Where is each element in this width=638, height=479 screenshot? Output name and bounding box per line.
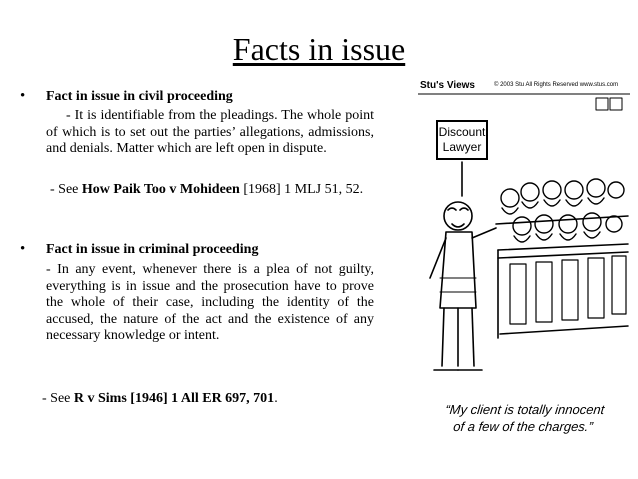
caption-line-1: “My client is totally innocent <box>444 402 606 417</box>
slide-title: Facts in issue <box>232 31 406 67</box>
cartoon-caption <box>416 401 632 435</box>
civil-ref-prefix: - See <box>50 182 82 197</box>
criminal-ref-prefix: - See <box>42 391 74 406</box>
criminal-heading: Fact in issue in criminal proceeding <box>46 242 259 257</box>
lawyer-cartoon <box>418 78 630 454</box>
sign-line-2: Lawyer <box>442 140 482 154</box>
caption-line-2: of a few of the charges.” <box>452 419 594 434</box>
criminal-reference <box>42 391 382 408</box>
criminal-ref-suffix: . <box>274 391 278 406</box>
cartoon-title: Stu's Views <box>420 80 475 91</box>
civil-heading: Fact in issue in civil proceeding <box>46 89 233 104</box>
criminal-body: - In any event, whenever there is a plea of not guilty, everything is in issue and the prosecution have to prove the whole of their case, including the identity of the accused, the nature of the act and the existence of any necessary knowledge or intent. <box>46 262 374 343</box>
discount-lawyer-sign <box>436 120 488 160</box>
civil-ref-case: How Paik Too v Mohideen <box>81 182 240 197</box>
cartoon-copyright: © 2003 Stu All Rights Reserved www.stus.com <box>494 82 619 88</box>
civil-ref-cite: [1968] 1 MLJ 51, 52. <box>239 182 364 197</box>
cartoon-header <box>418 78 630 94</box>
criminal-ref-case: R v Sims [1946] 1 All ER 697, 701 <box>73 391 275 406</box>
civil-body: - It is identifiable from the pleadings. The whole point of which is to set out the parties’ allegations, admissions, and denials. Matter which are left open in dispute. <box>46 108 374 156</box>
bullet-criminal: • <box>20 241 26 257</box>
sign-line-1: Discount <box>438 125 486 139</box>
civil-reference <box>46 182 374 199</box>
bullet-civil: • <box>20 88 26 104</box>
